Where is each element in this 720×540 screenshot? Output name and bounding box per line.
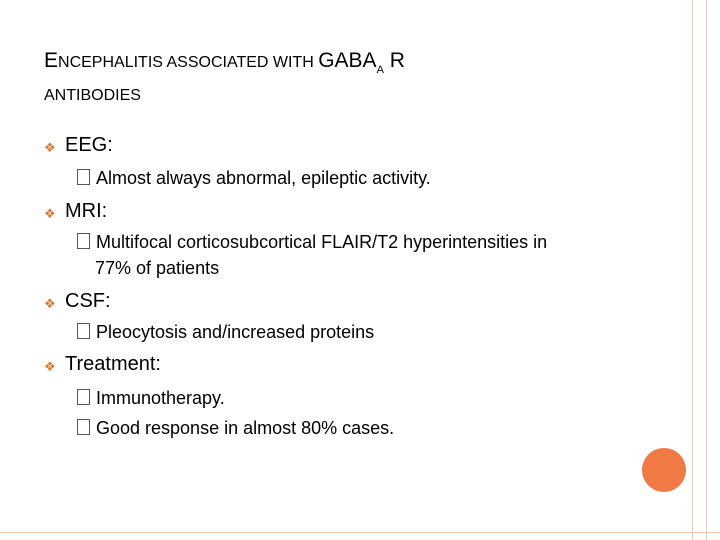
decorative-frame-line xyxy=(692,0,693,540)
checkbox-bullet-icon xyxy=(77,169,90,185)
bullet-diamond-icon: ❖ xyxy=(44,296,56,311)
checkbox-bullet-icon xyxy=(77,389,90,405)
list-item-continuation: 77% of patients xyxy=(95,258,220,278)
decorative-frame-line xyxy=(706,0,707,540)
checkbox-bullet-icon xyxy=(77,323,90,339)
list-item: Pleocytosis and/increased proteins xyxy=(77,319,374,345)
bullet-diamond-icon: ❖ xyxy=(44,206,56,221)
bullet-diamond-icon: ❖ xyxy=(44,140,56,155)
checkbox-bullet-icon xyxy=(77,419,90,435)
decorative-frame-line xyxy=(0,532,720,533)
list-item: Good response in almost 80% cases. xyxy=(77,415,394,441)
bullet-diamond-icon: ❖ xyxy=(44,359,56,374)
list-item: Immunotherapy. xyxy=(77,385,225,411)
list-item: Multifocal corticosubcortical FLAIR/T2 hyperintensities in xyxy=(77,229,547,255)
decorative-circle xyxy=(642,448,686,492)
list-item: Almost always abnormal, epileptic activity. xyxy=(77,165,431,191)
checkbox-bullet-icon xyxy=(77,233,90,249)
